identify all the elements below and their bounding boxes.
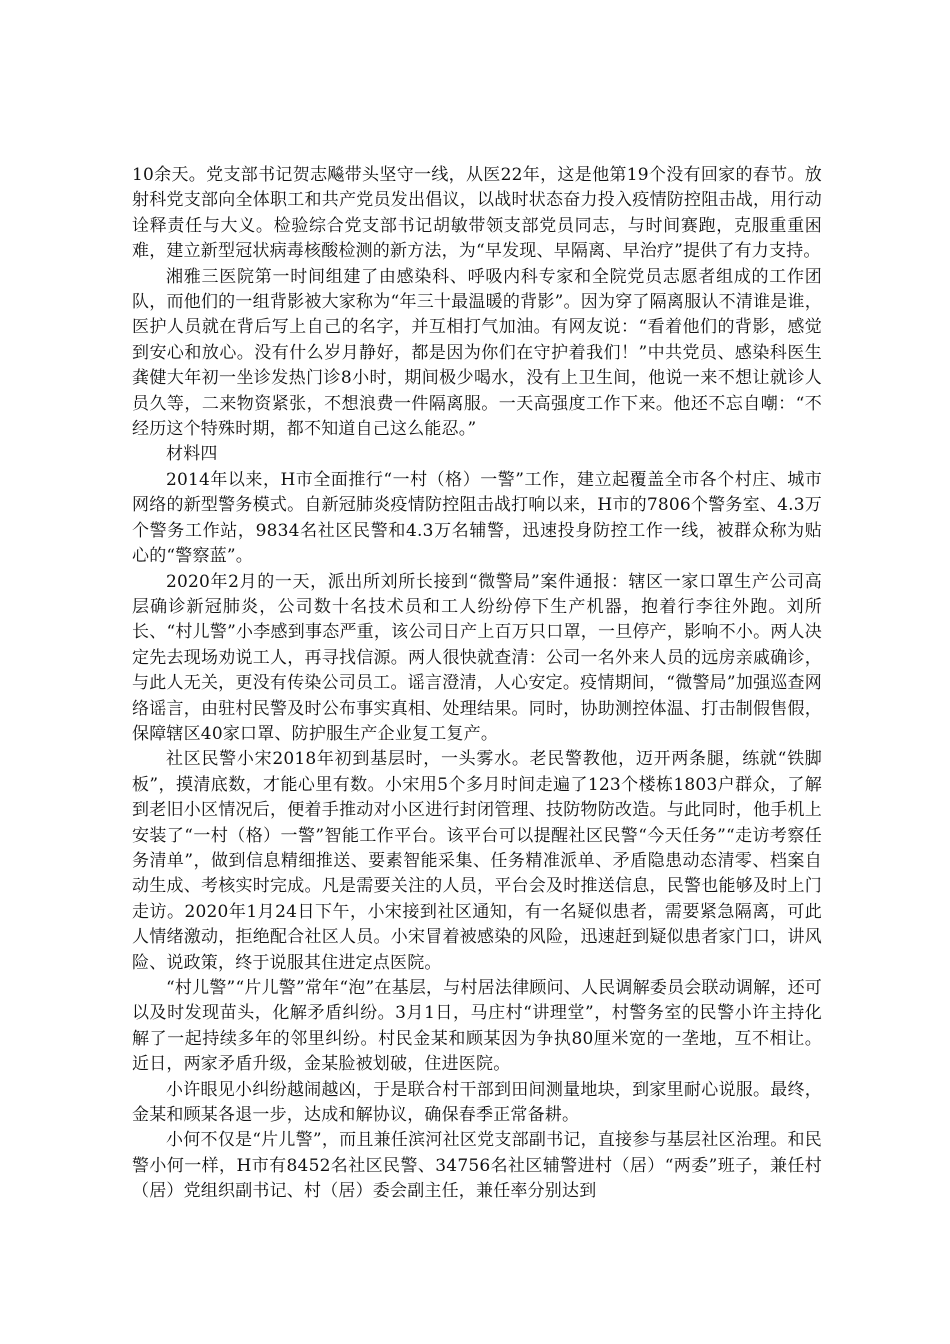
paragraph-2: 湘雅三医院第一时间组建了由感染科、呼吸内科专家和全院党员志愿者组成的工作团队，而他们的一组背影被大家称为“年三十最温暖的背影”。因为穿了隔离服认不清谁是谁，医护人员就在背后写上自己的名字，并互相打气加油。有网友说：“看着他们的背影，感觉到安心和放心。没有什么岁月静好，都是因为你们在守护着我们！”中共党员、感染科医生龚健大年初一坐诊发热门诊8小时，期间极少喝水，没有上卫生间，他说一来不想让就诊人员久等，二来物资紧张，不想浪费一件隔离服。一天高强度工作下来。他还不忘自嘲：“不经历这个特殊时期，都不知道自己这么能忍。”	[132, 266, 822, 440]
document-body	[132, 163, 822, 1205]
paragraph-3: 2014年以来，H市全面推行“一村（格）一警”工作，建立起覆盖全市各个村庄、城市网络的新型警务模式。自新冠肺炎疫情防控阻击战打响以来，H市的7806个警务室、4.3万个警务工作站，9834名社区民警和4.3万名辅警，迅速投身防控工作一线，被群众称为贴心的“警察蓝”。	[132, 469, 822, 567]
paragraph-7: 小许眼见小纠纷越闹越凶，于是联合村干部到田间测量地块，到家里耐心说服。最终，金某和顾某各退一步，达成和解协议，确保春季正常备耕。	[132, 1079, 822, 1126]
paragraph-5: 社区民警小宋2018年初到基层时，一头雾水。老民警教他，迈开两条腿，练就“铁脚板”，摸清底数，才能心里有数。小宋用5个多月时间走遍了123个楼栋1803户群众，了解到老旧小区情况后，便着手推动对小区进行封闭管理、技防物防改造。与此同时，他手机上安装了“一村（格）一警”智能工作平台。该平台可以提醒社区民警“今天任务”“走访考察任务清单”，做到信息精细推送、要素智能采集、任务精准派单、矛盾隐患动态清零、档案自动生成、考核实时完成。凡是需要关注的人员，平台会及时推送信息，民警也能够及时上门走访。2020年1月24日下午，小宋接到社区通知，有一名疑似患者，需要紧急隔离，可此人情绪激动，拒绝配合社区人员。小宋冒着被感染的风险，迅速赶到疑似患者家门口，讲风险、说政策，终于说服其住进定点医院。	[132, 749, 822, 973]
paragraph-6: “村儿警”“片儿警”常年“泡”在基层，与村居法律顾问、人民调解委员会联动调解，还可以及时发现苗头，化解矛盾纠纷。3月1日，马庄村“讲理堂”，村警务室的民警小许主持化解了一起持续多年的邻里纠纷。村民金某和顾某因为争执80厘米宽的一垄地，互不相让。近日，两家矛盾升级，金某脸被划破，住进医院。	[132, 978, 822, 1075]
paragraph-4: 2020年2月的一天，派出所刘所长接到“微警局”案件通报：辖区一家口罩生产公司高层确诊新冠肺炎，公司数十名技术员和工人纷纷停下生产机器，抱着行李往外跑。刘所长、“村儿警”小李感到事态严重，该公司日产上百万只口罩，一旦停产，影响不小。两人决定先去现场劝说工人，再寻找信源。两人很快就查清：公司一名外来人员的远房亲戚确诊，与此人无关，更没有传染公司员工。谣言澄清，人心安定。疫情期间，“微警局”加强巡查网络谣言，由驻村民警及时公布事实真相、处理结果。同时，协助测控体温、打击制假售假，保障辖区40家口罩、防护服生产企业复工复产。	[132, 571, 822, 744]
paragraph-8: 小何不仅是“片儿警”，而且兼任滨河社区党支部副书记，直接参与基层社区治理。和民警小何一样，H市有8452名社区民警、34756名社区辅警进村（居）“两委”班子，兼任村（居）党组织副书记、村（居）委会副主任，兼任率分别达到	[132, 1130, 822, 1202]
section-heading-material-4: 材料四	[166, 444, 218, 465]
paragraph-1: 10余天。党支部书记贺志飚带头坚守一线，从医22年，这是他第19个没有回家的春节。放射科党支部向全体职工和共产党员发出倡议，以战时状态奋力投入疫情防控阻击战，用行动诠释责任与大义。检验综合党支部书记胡敏带领支部党员同志，与时间赛跑，克服重重困难，建立新型冠状病毒核酸检测的新方法，为“早发现、早隔离、早治疗”提供了有力支持。	[132, 165, 822, 262]
